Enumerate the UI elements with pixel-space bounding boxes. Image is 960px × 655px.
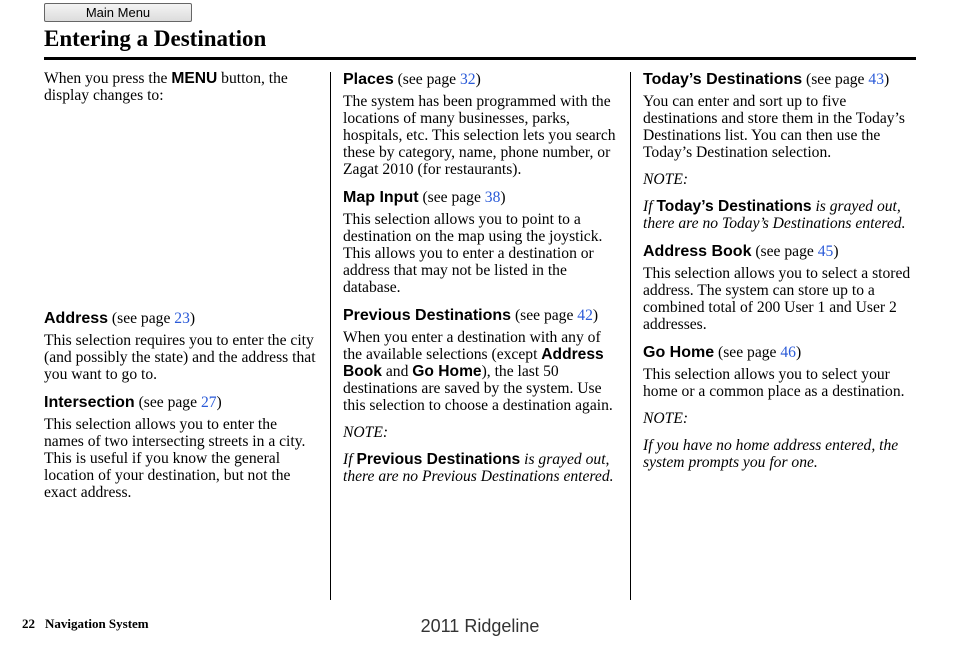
intersection-body: This selection allows you to enter the names of two intersecting streets in a city. This is useful if you know the general location of your destination, but not the exact address. bbox=[44, 416, 306, 501]
page-number: 22 bbox=[22, 616, 35, 631]
intro-text: When you press the MENU button, the display changes to: bbox=[44, 70, 288, 104]
column-divider-2 bbox=[630, 72, 631, 600]
places-page-link[interactable]: 32 bbox=[459, 71, 476, 88]
go-home-body: This selection allows you to select your home or a common place as a destination. bbox=[643, 366, 905, 400]
address-book-page-link[interactable]: 45 bbox=[817, 243, 834, 260]
go-home-page-link[interactable]: 46 bbox=[780, 344, 796, 361]
previous-destinations-page-link[interactable]: 42 bbox=[577, 307, 593, 324]
menu-screen-placeholder bbox=[44, 114, 316, 309]
map-input-body: This selection allows you to point to a destination on the map using the joystick. This allows you to enter a destination or address that may not be listed in the database. bbox=[343, 211, 603, 296]
address-page-link[interactable]: 23 bbox=[174, 310, 190, 327]
note-label: NOTE: bbox=[643, 410, 689, 427]
watermark: 2011 Ridgeline bbox=[420, 616, 540, 636]
address-body: This selection requires you to enter the city (and possibly the state) and the address that you want to go to. bbox=[44, 332, 316, 383]
previous-destinations-heading: Previous Destinations (see page 42) bbox=[343, 307, 599, 324]
column-3 bbox=[643, 70, 918, 481]
page-title: Entering a Destination bbox=[44, 26, 267, 51]
todays-destinations-heading: Today’s Destinations (see page 43) bbox=[643, 71, 890, 88]
section-name: Navigation System bbox=[45, 616, 149, 631]
column-2 bbox=[343, 70, 618, 495]
title-rule bbox=[44, 57, 916, 60]
places-heading: Places (see page 32) bbox=[343, 71, 481, 88]
note-label: NOTE: bbox=[643, 171, 689, 188]
column-1 bbox=[44, 70, 316, 511]
places-body: The system has been programmed with the locations of many businesses, parks, hospitals, etc. This selection lets you search these by category, name, phone number, or Zagat 2010 (for restaurants). bbox=[343, 93, 616, 178]
note-label: NOTE: bbox=[343, 424, 389, 441]
todays-destinations-note: If Today’s Destinations is grayed out, there are no Today’s Destinations entered. bbox=[643, 198, 906, 232]
todays-destinations-page-link[interactable]: 43 bbox=[868, 71, 884, 88]
address-book-heading: Address Book (see page 45) bbox=[643, 243, 839, 260]
go-home-heading: Go Home (see page 46) bbox=[643, 344, 802, 361]
intersection-heading: Intersection (see page 27) bbox=[44, 394, 222, 411]
address-book-body: This selection allows you to select a stored address. The system can store up to a combined total of 200 User 1 and User 2 addresses. bbox=[643, 265, 911, 333]
intersection-page-link[interactable]: 27 bbox=[200, 394, 217, 411]
todays-destinations-body: You can enter and sort up to five destinations and store them in the Today’s Destinations list. You can then use the Today’s Destination selection. bbox=[643, 93, 905, 161]
go-home-note: If you have no home address entered, the system prompts you for one. bbox=[643, 437, 899, 471]
previous-destinations-note: If Previous Destinations is grayed out, there are no Previous Destinations entered. bbox=[343, 451, 614, 485]
column-divider-1 bbox=[330, 72, 331, 600]
previous-destinations-body: When you enter a destination with any of the available selections (except Address Book and Go Home), the last 50 destinations are saved by the system. Use this selection to choose a destination again. bbox=[343, 329, 613, 414]
main-menu-button[interactable]: Main Menu bbox=[44, 3, 192, 22]
map-input-heading: Map Input (see page 38) bbox=[343, 189, 506, 206]
map-input-page-link[interactable]: 38 bbox=[484, 189, 501, 206]
address-heading: Address (see page 23) bbox=[44, 310, 196, 327]
menu-key: MENU bbox=[171, 70, 218, 87]
